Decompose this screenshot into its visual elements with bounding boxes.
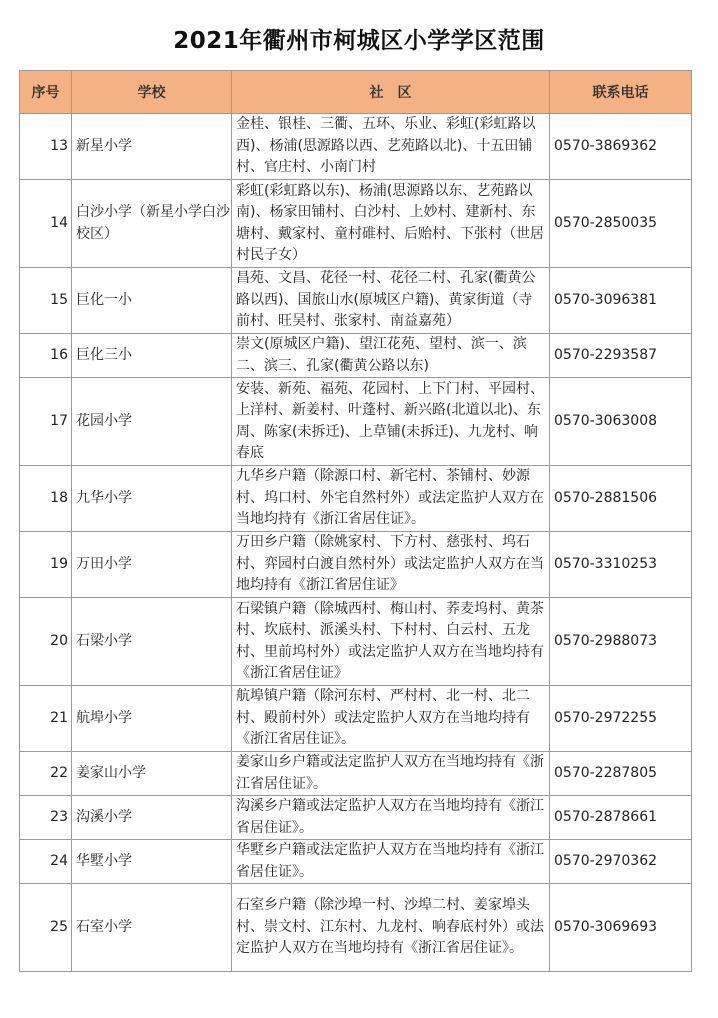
row-no: 20: [20, 598, 72, 686]
row-area: 石室乡户籍（除沙埠一村、沙埠二村、姜家埠头村、崇文村、江东村、九龙村、响春底村外）或法定监护人双方在当地均持有《浙江省居住证》。: [232, 884, 550, 972]
table-row: [20, 686, 692, 752]
school-district-table: [19, 70, 692, 972]
row-phone: 0570-2970362: [550, 840, 692, 884]
row-phone: 0570-2287805: [550, 752, 692, 796]
table-row: [20, 268, 692, 334]
row-no: 23: [20, 796, 72, 840]
row-area: 金桂、银桂、三衢、五环、乐业、彩虹(彩虹路以西)、杨浦(思源路以西、艺苑路以北)、十五田铺村、官庄村、小南门村: [232, 114, 550, 180]
table-row: [20, 884, 692, 972]
row-phone: 0570-2850035: [550, 180, 692, 268]
row-no: 13: [20, 114, 72, 180]
row-phone: 0570-2881506: [550, 466, 692, 532]
row-no: 17: [20, 378, 72, 466]
row-no: 18: [20, 466, 72, 532]
row-phone: 0570-2878661: [550, 796, 692, 840]
row-school: 九华小学: [72, 466, 232, 532]
row-no: 25: [20, 884, 72, 972]
table-row: [20, 752, 692, 796]
row-area: 沟溪乡户籍或法定监护人双方在当地均持有《浙江省居住证》。: [232, 796, 550, 840]
header-phone: 联系电话: [550, 71, 692, 114]
row-school: 新星小学: [72, 114, 232, 180]
table-row: [20, 532, 692, 598]
header-school: 学校: [72, 71, 232, 114]
row-no: 24: [20, 840, 72, 884]
page-title: 2021年衢州市柯城区小学学区范围: [173, 28, 545, 54]
row-no: 19: [20, 532, 72, 598]
row-phone: 0570-2988073: [550, 598, 692, 686]
row-no: 16: [20, 334, 72, 378]
row-phone: 0570-3869362: [550, 114, 692, 180]
row-no: 22: [20, 752, 72, 796]
row-phone: 0570-3069693: [550, 884, 692, 972]
row-area: 航埠镇户籍（除河东村、严村村、北一村、北二村、殿前村外）或法定监护人双方在当地均持有《浙江省居住证》。: [232, 686, 550, 752]
row-school: 沟溪小学: [72, 796, 232, 840]
table-row: [20, 840, 692, 884]
row-area: 石梁镇户籍（除城西村、梅山村、荞麦坞村、黄茶村、坎底村、派溪头村、下村村、白云村、五龙村、里前坞村外）或法定监护人双方在当地均持有《浙江省居住证》: [232, 598, 550, 686]
row-school: 航埠小学: [72, 686, 232, 752]
row-area: 万田乡户籍（除姚家村、下方村、慈张村、坞石村、弈园村白渡自然村外）或法定监护人双方在当地均持有《浙江省居住证》: [232, 532, 550, 598]
row-school: 石梁小学: [72, 598, 232, 686]
row-no: 14: [20, 180, 72, 268]
row-phone: 0570-2293587: [550, 334, 692, 378]
row-school: 石室小学: [72, 884, 232, 972]
table-row: [20, 796, 692, 840]
row-school: 花园小学: [72, 378, 232, 466]
table-row: [20, 114, 692, 180]
header-no: 序号: [20, 71, 72, 114]
row-school: 巨化一小: [72, 268, 232, 334]
row-area: 姜家山乡户籍或法定监护人双方在当地均持有《浙江省居住证》。: [232, 752, 550, 796]
row-school: 白沙小学（新星小学白沙校区）: [72, 180, 232, 268]
row-school: 巨化三小: [72, 334, 232, 378]
row-area: 昌苑、文昌、花径一村、花径二村、孔家(衢黄公路以西)、国旅山水(原城区户籍)、黄家街道（寺前村、旺吴村、张家村、南益嘉苑）: [232, 268, 550, 334]
table-row: [20, 466, 692, 532]
table-header-row: [20, 71, 692, 114]
row-phone: 0570-3063008: [550, 378, 692, 466]
row-school: 万田小学: [72, 532, 232, 598]
row-no: 21: [20, 686, 72, 752]
row-phone: 0570-3096381: [550, 268, 692, 334]
row-no: 15: [20, 268, 72, 334]
table-row: [20, 334, 692, 378]
table-row: [20, 180, 692, 268]
row-phone: 0570-2972255: [550, 686, 692, 752]
row-area: 彩虹(彩虹路以东)、杨浦(思源路以东、艺苑路以南)、杨家田铺村、白沙村、上妙村、建新村、东塘村、戴家村、童村碓村、后贻村、下张村（世居村民子女）: [232, 180, 550, 268]
table-row: [20, 598, 692, 686]
table-row: [20, 378, 692, 466]
row-area: 安装、新苑、福苑、花园村、上下门村、平园村、上洋村、新姜村、叶蓬村、新兴路(北道以北)、东周、陈家(未拆迁)、上草铺(未拆迁)、九龙村、响春底: [232, 378, 550, 466]
row-area: 华墅乡户籍或法定监护人双方在当地均持有《浙江省居住证》。: [232, 840, 550, 884]
row-school: 华墅小学: [72, 840, 232, 884]
row-phone: 0570-3310253: [550, 532, 692, 598]
row-area: 九华乡户籍（除源口村、新宅村、茶铺村、妙源村、坞口村、外宅自然村外）或法定监护人双方在当地均持有《浙江省居住证》。: [232, 466, 550, 532]
header-area: 社 区: [232, 71, 550, 114]
row-school: 姜家山小学: [72, 752, 232, 796]
row-area: 崇文(原城区户籍)、望江花苑、望村、滨一、滨二、滨三、孔家(衢黄公路以东): [232, 334, 550, 378]
